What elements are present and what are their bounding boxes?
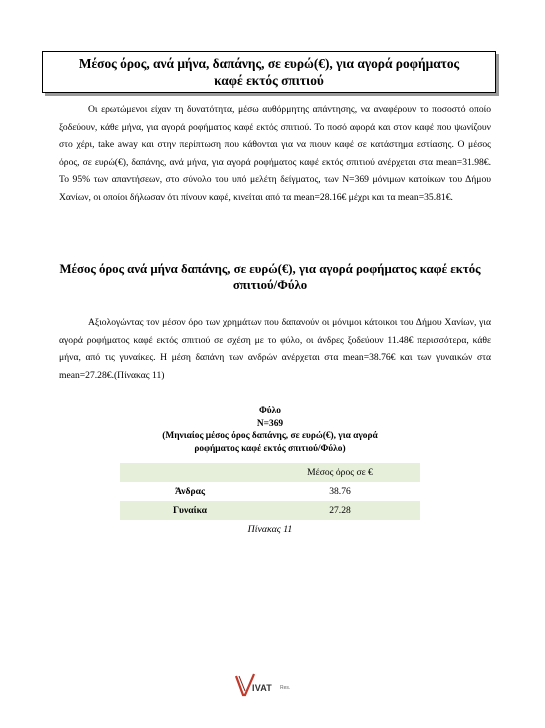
section-heading-line2: σπιτιού/Φύλο [232, 278, 308, 292]
table-row [120, 482, 420, 501]
table-header-empty-cell [120, 463, 260, 482]
table-caption-n: N=369 [256, 418, 284, 429]
table-caption-desc-line1: (Μηνιαίος μέσος όρος δαπάνης, σε ευρώ(€), για αγορά [162, 431, 378, 441]
logo-text: IVAT [252, 683, 272, 693]
section-heading [40, 261, 500, 293]
table-number-caption: Πίνακας 11 [247, 524, 293, 535]
table-column-header: Μέσος όρος σε € [260, 463, 420, 482]
section-heading-line1: Μέσος όρος ανά μήνα δαπάνης, σε ευρώ(€), για αγορά ροφήματος καφέ εκτός [59, 262, 481, 276]
gender-paragraph-text: Αξιολογώντας τον μέσον όρο των χρημάτων που δαπανούν οι μόνιμοι κάτοικοι του Δήμου Χανίων, για αγορά ροφήματος καφέ εκτός σπιτιού σε σχέση με το φύλο, οι άνδρες ξοδεύουν 11.48€ περισσότερα, κάθε μήνα, από τις γυναίκες. Η μέση δαπάνη των ανδρών ανέρχεται στα mean=38.76€ και των γυναικών στα mean=27.28€.(Πίνακας 11) [59, 317, 491, 381]
table-row-value: 38.76 [329, 486, 351, 497]
gender-spending-table [120, 463, 420, 520]
logo-subtext: Res. [280, 685, 291, 691]
page-title-box [42, 51, 496, 93]
table-row-value: 27.28 [260, 501, 420, 520]
page-title-line1: Μέσος όρος, ανά μήνα, δαπάνης, σε ευρώ(€), για αγορά ροφήματος [78, 56, 460, 71]
intro-paragraph [59, 101, 491, 207]
table-row [120, 501, 420, 520]
table-caption-title: Φύλο [259, 406, 281, 416]
table-row-label: Γυναίκα [120, 501, 260, 520]
table-row-label: Άνδρας [174, 486, 206, 497]
table-header-caption [120, 405, 420, 455]
table-caption-desc-line2: ροφήματος καφέ εκτός σπιτιού/Φύλο) [194, 443, 346, 454]
table-header-row [120, 463, 420, 482]
intro-paragraph-text: Οι ερωτώμενοι είχαν τη δυνατότητα, μέσω αυθόρμητης απάντησης, να αναφέρουν το ποσοστό οποίο ξοδεύουν, κάθε μήνα, για αγορά ροφήματος καφέ εκτός σπιτιού. Το ποσό αφορά και στον καφέ που ψωνίζουν στο χέρι, take away και στην περίπτωση που κάθονται για να πιουν καφέ σε κατάστημα εστίασης. Ο μέσος όρος, σε ευρώ(€), δαπάνης, ανά μήνα, για αγορά ροφήματος καφέ εκτός σπιτιού ανέρχεται στα mean=31.98€. Το 95% των απαντήσεων, στο σύνολο του υπό μελέτη δείγματος, των N=369 μόνιμων κατοίκων του Δήμου Χανίων, οι οποίοι δήλωσαν ότι πίνουν καφέ, κινείται από τα mean=28.16€ μέχρι και τα mean=35.81€. [59, 104, 491, 203]
gender-paragraph [59, 314, 491, 384]
page-title-line2: καφέ εκτός σπιτιού [214, 73, 324, 88]
footer-logo [235, 673, 325, 699]
